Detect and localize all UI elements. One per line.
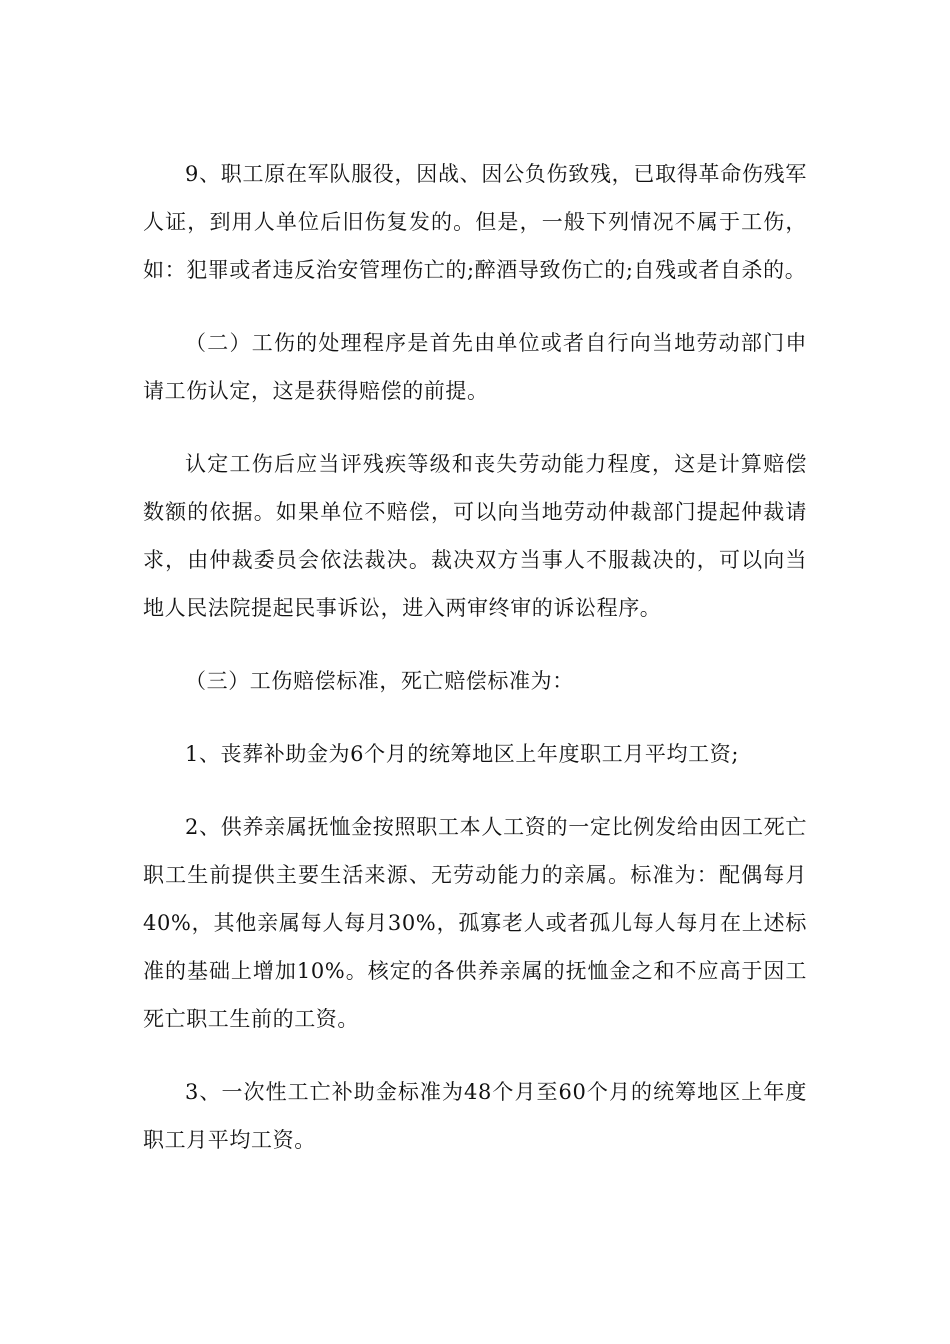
paragraph-procedure: （二）工伤的处理程序是首先由单位或者自行向当地劳动部门申请工伤认定，这是获得赔偿的前提。 [143, 331, 807, 403]
paragraph-lump-sum-death-benefit: 3、一次性工亡补助金标准为48个月至60个月的统筹地区上年度职工月平均工资。 [143, 1080, 807, 1152]
paragraph-compensation-standard-heading: （三）工伤赔偿标准，死亡赔偿标准为： [185, 669, 574, 693]
paragraph-dependent-pension: 2、供养亲属抚恤金按照职工本人工资的一定比例发给由因工死亡职工生前提供主要生活来源、无劳动能力的亲属。标准为：配偶每月40%，其他亲属每人每月30%，孤寡老人或者孤儿每人每月在上述标准的基础上增加10%。核定的各供养亲属的抚恤金之和不应高于因工死亡职工生前的工资。 [143, 815, 807, 1031]
document-body [143, 150, 807, 1189]
paragraph-funeral-allowance: 1、丧葬补助金为6个月的统筹地区上年度职工月平均工资; [185, 742, 739, 766]
paragraph-item-9-work-injury-cases: 9、职工原在军队服役，因战、因公负伤致残，已取得革命伤残军人证，到用人单位后旧伤复发的。但是，一般下列情况不属于工伤，如：犯罪或者违反治安管理伤亡的;醉酒导致伤亡的;自残或者自杀的。 [143, 162, 807, 282]
paragraph-assessment-arbitration: 认定工伤后应当评残疾等级和丧失劳动能力程度，这是计算赔偿数额的依据。如果单位不赔偿，可以向当地劳动仲裁部门提起仲裁请求，由仲裁委员会依法裁决。裁决双方当事人不服裁决的，可以向当地人民法院提起民事诉讼，进入两审终审的诉讼程序。 [143, 452, 807, 620]
